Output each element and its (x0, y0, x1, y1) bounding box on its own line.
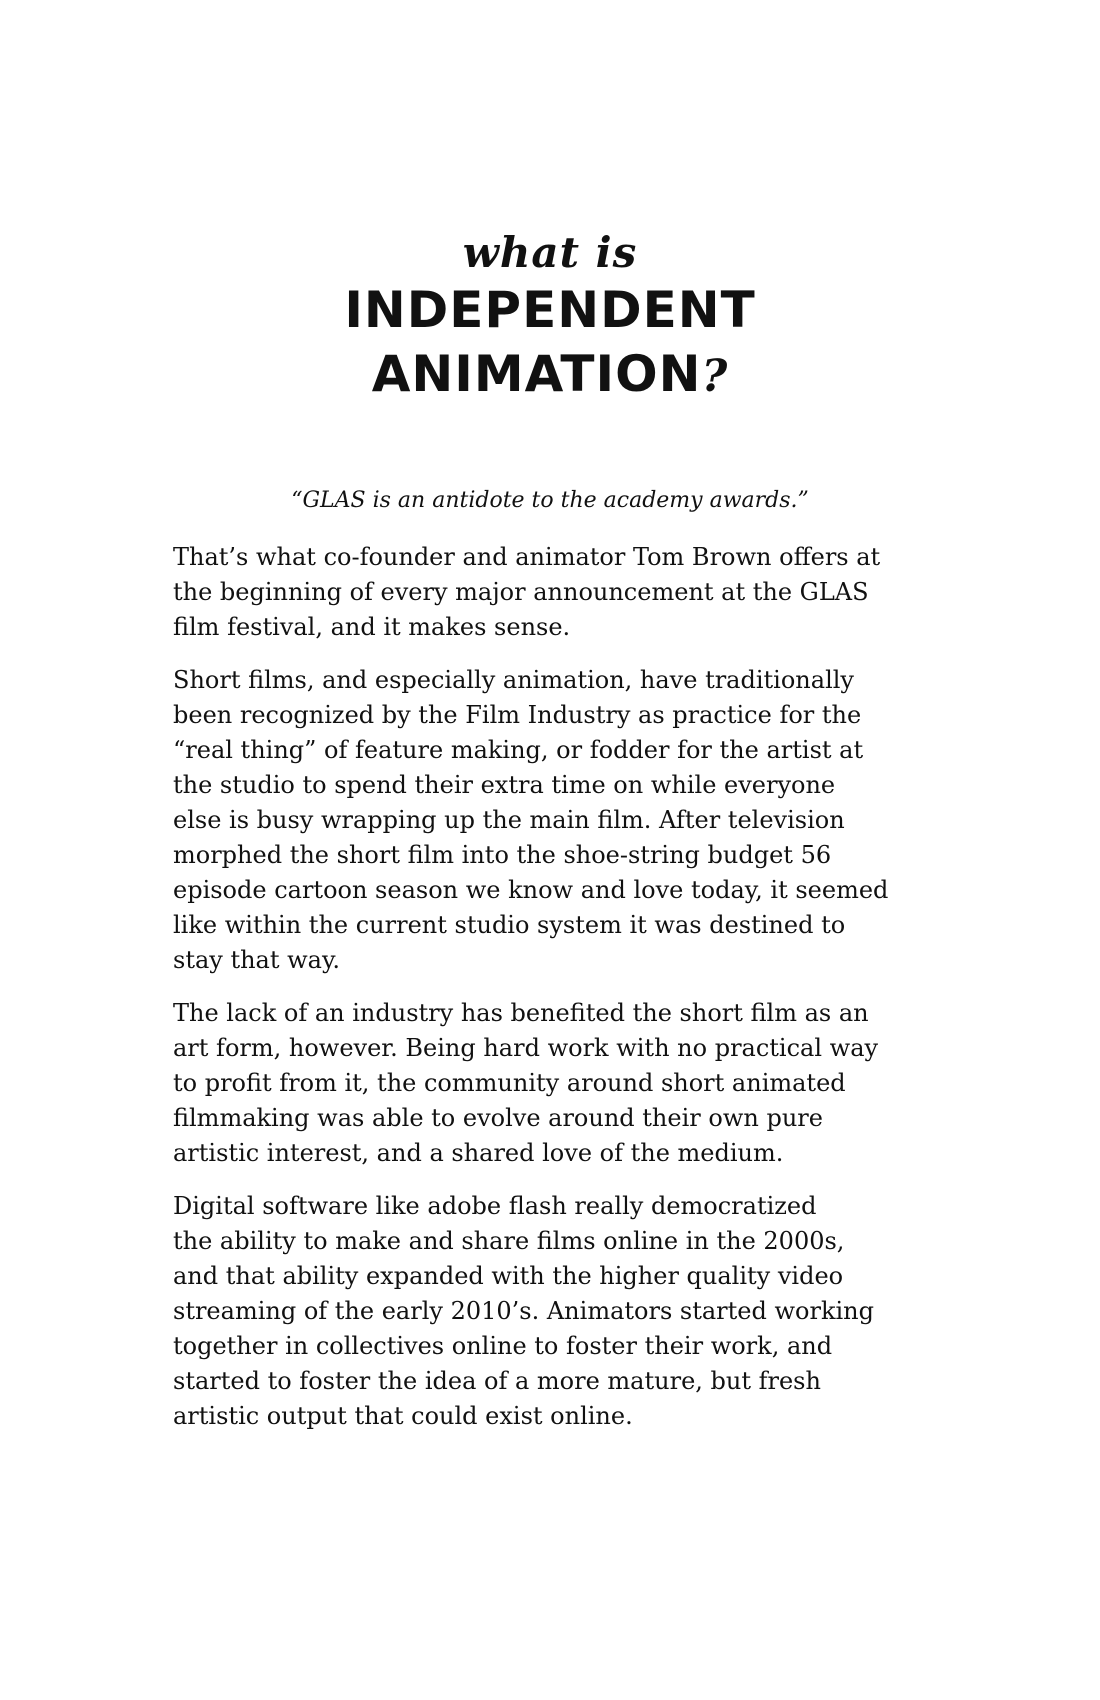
text-line: That’s what co-founder and animator Tom Brown offers at (173, 543, 881, 571)
chapter-heading (0, 228, 1100, 409)
heading-line-2-text: ANIMATION (371, 345, 702, 403)
text-line: together in collectives online to foster their work, and (173, 1332, 833, 1360)
text-line: episode cartoon season we know and love today, it seemed (173, 876, 889, 904)
text-line: artistic interest, and a shared love of the medium. (173, 1139, 784, 1167)
pull-quote: “GLAS is an antidote to the academy awards.” (291, 488, 809, 513)
text-line: streaming of the early 2010’s. Animators started working (173, 1297, 874, 1325)
text-line: the studio to spend their extra time on while everyone (173, 771, 836, 799)
paragraph (173, 1189, 933, 1434)
text-line: started to foster the idea of a more mature, but fresh (173, 1367, 821, 1395)
text-line: “real thing” of feature making, or fodder for the artist at (173, 736, 864, 764)
text-line: to profit from it, the community around short animated (173, 1069, 846, 1097)
text-line: The lack of an industry has benefited the short film as an (173, 999, 869, 1027)
text-line: the ability to make and share films online in the 2000s, (173, 1227, 845, 1255)
body-text (173, 540, 933, 1452)
text-line: stay that way. (173, 946, 340, 974)
heading-question-mark: ? (701, 351, 729, 402)
heading-intro: what is (462, 228, 638, 277)
text-line: and that ability expanded with the higher quality video (173, 1262, 844, 1290)
paragraph (173, 996, 933, 1171)
text-line: Digital software like adobe flash really democratized (173, 1192, 817, 1220)
text-line: else is busy wrapping up the main film. After television (173, 806, 845, 834)
text-line: film festival, and it makes sense. (173, 613, 571, 641)
text-line: art form, however. Being hard work with no practical way (173, 1034, 879, 1062)
text-line: Short films, and especially animation, have traditionally (173, 666, 854, 694)
text-line: morphed the short film into the shoe-string budget 56 (173, 841, 832, 869)
text-line: like within the current studio system it was destined to (173, 911, 846, 939)
text-line: artistic output that could exist online. (173, 1402, 633, 1430)
text-line: been recognized by the Film Industry as practice for the (173, 701, 862, 729)
text-line: filmmaking was able to evolve around their own pure (173, 1104, 823, 1132)
paragraph (173, 663, 933, 978)
text-line: the beginning of every major announcement at the GLAS (173, 578, 869, 606)
heading-line-2 (0, 342, 1100, 409)
paragraph (173, 540, 933, 645)
heading-line-1: INDEPENDENT (344, 281, 756, 339)
